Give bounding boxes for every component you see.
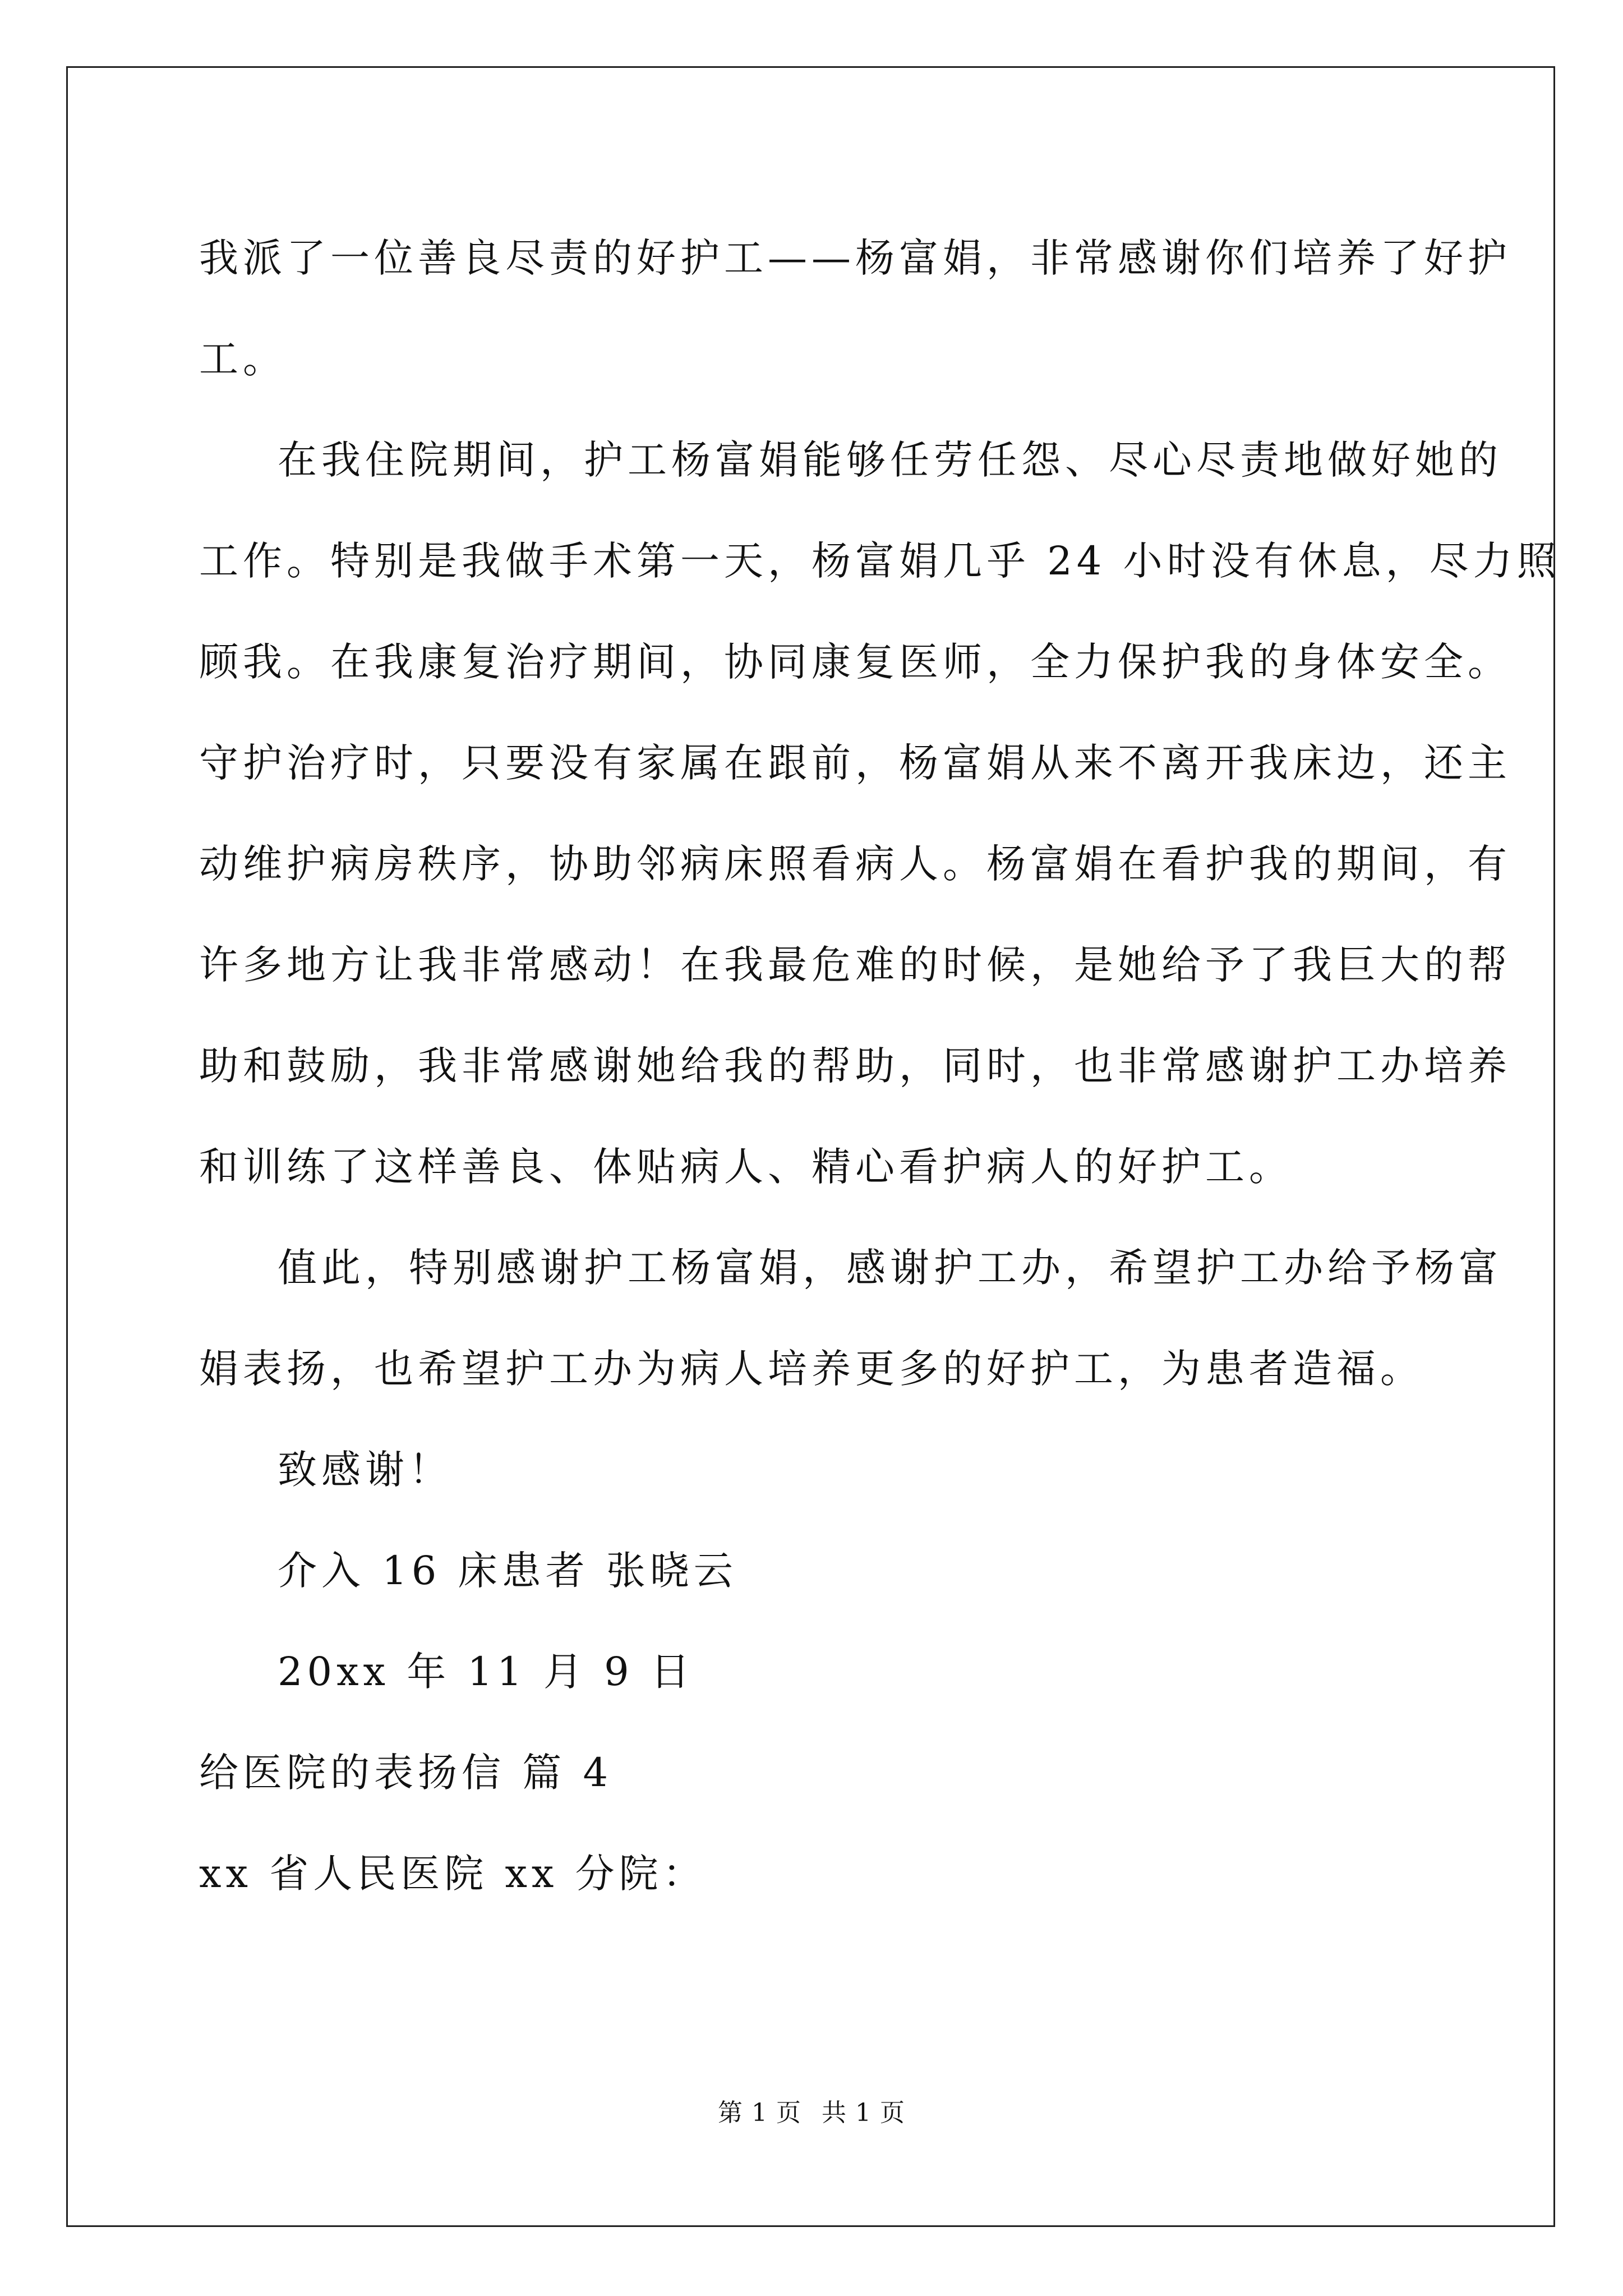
text-line: 在我住院期间，护工杨富娟能够任劳任怨、尽心尽责地做好她的 <box>278 437 1502 483</box>
text-line: 守护治疗时，只要没有家属在跟前，杨富娟从来不离开我床边，还主 <box>199 740 1511 786</box>
recipient-line: xx 省人民医院 xx 分院： <box>199 1851 707 1897</box>
text-line: 工。 <box>199 336 287 382</box>
text-line: 工作。特别是我做手术第一天，杨富娟几乎 24 小时没有休息，尽力照 <box>199 538 1561 584</box>
text-line: 我派了一位善良尽责的好护工——杨富娟，非常感谢你们培养了好护 <box>199 235 1511 281</box>
text-line: 助和鼓励，我非常感谢她给我的帮助，同时，也非常感谢护工办培养 <box>199 1043 1511 1089</box>
page-footer <box>0 2092 1623 2128</box>
text-line: 娟表扬，也希望护工办为病人培养更多的好护工，为患者造福。 <box>199 1346 1424 1392</box>
page-total: 共 1 页 <box>822 2099 905 2127</box>
text-line: 动维护病房秩序，协助邻病床照看病人。杨富娟在看护我的期间，有 <box>199 841 1511 887</box>
section-heading: 给医院的表扬信 篇 4 <box>199 1750 613 1796</box>
text-line: 顾我。在我康复治疗期间，协同康复医师，全力保护我的身体安全。 <box>199 639 1511 685</box>
text-line: 和训练了这样善良、体贴病人、精心看护病人的好护工。 <box>199 1144 1293 1190</box>
letter-body <box>199 208 1561 1924</box>
signature-line: 介入 16 床患者 张晓云 <box>278 1548 737 1594</box>
text-line: 值此，特别感谢护工杨富娟，感谢护工办，希望护工办给予杨富 <box>278 1245 1502 1291</box>
date-line: 20xx 年 11 月 9 日 <box>278 1649 694 1695</box>
text-line: 许多地方让我非常感动！在我最危难的时候，是她给予了我巨大的帮 <box>199 942 1511 988</box>
closing-salutation: 致感谢！ <box>278 1447 453 1493</box>
page-number: 第 1 页 <box>718 2099 801 2127</box>
